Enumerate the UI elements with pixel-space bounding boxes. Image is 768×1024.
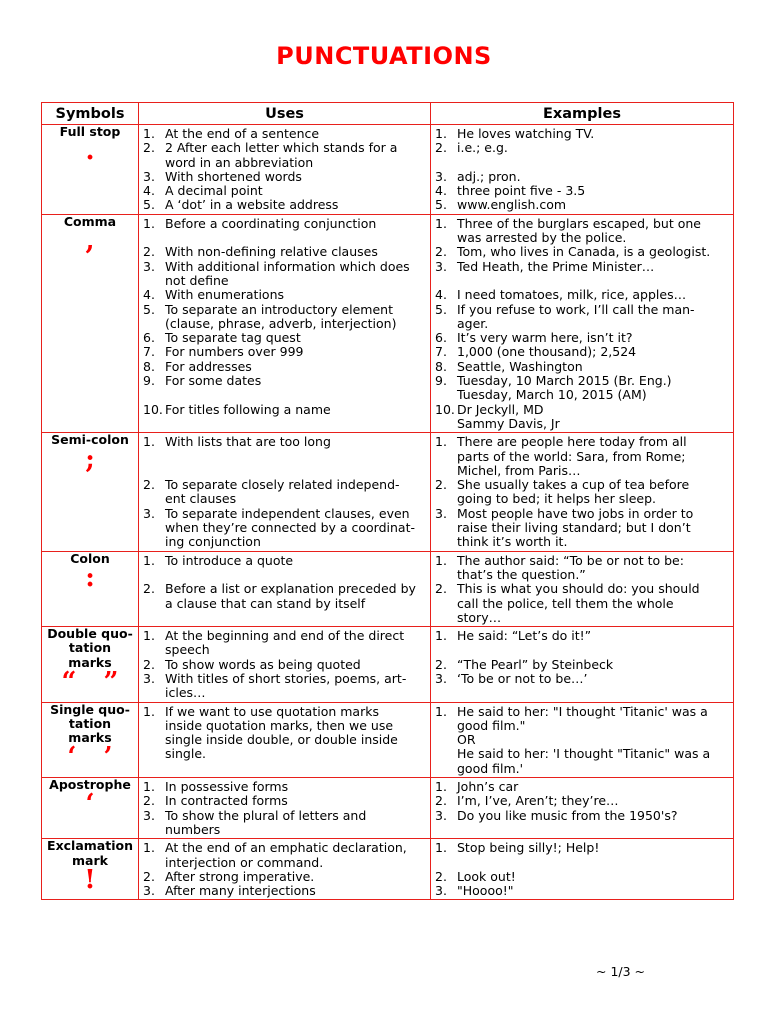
- item-number: 3.: [435, 670, 447, 686]
- item-number: 3.: [435, 807, 447, 823]
- item-number: 1.: [143, 779, 155, 795]
- uses-cell: [139, 839, 431, 900]
- item-number: 1.: [143, 840, 155, 856]
- symbol-glyph: .: [85, 136, 95, 167]
- list-item: [431, 435, 731, 478]
- list-item: [431, 127, 731, 141]
- item-text: It’s very warm here, isn’t it?: [457, 330, 633, 346]
- item-number: 8.: [143, 358, 155, 374]
- item-text: ‘To be or not to be…’: [457, 670, 588, 686]
- item-number: 9.: [143, 373, 155, 389]
- list-item: [139, 345, 428, 359]
- item-number: 1.: [143, 703, 155, 719]
- list-item: [431, 629, 731, 643]
- list-item: [139, 780, 428, 794]
- item-number: 2.: [435, 477, 447, 493]
- uses-cell: [139, 551, 431, 626]
- symbol-cell: [42, 702, 139, 777]
- table-body: [42, 125, 734, 900]
- list-item: [431, 303, 731, 332]
- item-text: For numbers over 999: [165, 344, 304, 360]
- list-item: [431, 374, 731, 403]
- table-row: [42, 551, 734, 626]
- item-number: 7.: [435, 344, 447, 360]
- item-text: adj.; pron.: [457, 168, 521, 184]
- uses-cell: [139, 125, 431, 215]
- symbol-glyph: ‘ ’: [67, 742, 113, 773]
- item-text: For addresses: [165, 358, 252, 374]
- examples-cell: [431, 433, 734, 551]
- uses-list: [139, 703, 430, 763]
- item-number: 1.: [435, 434, 447, 450]
- examples-cell: [431, 551, 734, 626]
- item-text: “The Pearl” by Steinbeck: [457, 656, 614, 672]
- item-text: Do you like music from the 1950's?: [457, 807, 678, 823]
- list-item: [139, 360, 428, 374]
- list-item: [431, 705, 731, 776]
- item-text: Tom, who lives in Canada, is a geologist.: [457, 244, 711, 260]
- table-header-row: [42, 103, 734, 125]
- list-item: [431, 170, 731, 184]
- symbol-cell: [42, 627, 139, 702]
- item-text: With shortened words: [165, 168, 302, 184]
- examples-cell: [431, 778, 734, 839]
- item-text: The author said: “To be or not to be: that’s the question.”: [457, 552, 684, 582]
- item-text: To show the plural of letters and numbers: [165, 807, 367, 837]
- item-text: With additional information which does not define: [165, 258, 410, 288]
- item-text: For titles following a name: [165, 401, 331, 417]
- item-number: 3.: [143, 883, 155, 899]
- list-item: [431, 809, 731, 823]
- punctuation-table: [41, 102, 734, 900]
- list-item: [139, 870, 428, 884]
- item-text: Three of the burglars escaped, but one was arrested by the police.: [457, 215, 701, 246]
- item-number: 1.: [435, 628, 447, 644]
- list-item: [139, 672, 428, 701]
- item-text: In possessive forms: [165, 779, 289, 795]
- symbol-glyph: :: [85, 562, 95, 593]
- item-text: Seattle, Washington: [457, 358, 583, 374]
- list-item: [139, 141, 428, 170]
- list-item: [431, 260, 731, 274]
- list-item: [431, 360, 731, 374]
- examples-cell: [431, 839, 734, 900]
- item-text: At the end of an emphatic declaration, interjection or command.: [165, 840, 407, 870]
- examples-cell: [431, 627, 734, 702]
- list-item: [139, 403, 428, 417]
- item-text: If we want to use quotation marks inside quotation marks, then we use single inside double, or double inside single.: [165, 703, 398, 762]
- item-text: He loves watching TV.: [457, 126, 595, 141]
- list-item: [431, 345, 731, 359]
- item-text: Ted Heath, the Prime Minister…: [457, 258, 655, 274]
- symbol-name: Semi-colon: [51, 432, 129, 448]
- list-item: [139, 288, 428, 302]
- item-text: For some dates: [165, 373, 262, 389]
- item-text: Before a coordinating conjunction: [165, 215, 377, 231]
- examples-list: [431, 839, 733, 899]
- item-text: "Hoooo!": [457, 883, 514, 899]
- uses-cell: [139, 214, 431, 432]
- list-item: [139, 809, 428, 838]
- list-item: [431, 794, 731, 808]
- item-number: 1.: [435, 126, 447, 141]
- symbol-name: Exclamation mark: [47, 838, 133, 868]
- symbol-glyph: !: [84, 864, 96, 895]
- list-item: [139, 170, 428, 184]
- item-text: She usually takes a cup of tea before going to bed; it helps her sleep.: [457, 477, 690, 507]
- uses-list: [139, 839, 430, 899]
- examples-list: [431, 433, 733, 550]
- item-text: I’m, I’ve, Aren’t; they’re…: [457, 793, 619, 809]
- item-number: 5.: [435, 197, 447, 213]
- item-number: 1.: [143, 215, 155, 231]
- item-number: 3.: [435, 168, 447, 184]
- table-row: [42, 125, 734, 215]
- item-number: 2.: [435, 656, 447, 672]
- list-item: [431, 884, 731, 898]
- header-symbols: Symbols: [42, 103, 139, 125]
- examples-cell: [431, 702, 734, 777]
- item-text: I need tomatoes, milk, rice, apples…: [457, 287, 687, 303]
- uses-cell: [139, 778, 431, 839]
- item-number: 3.: [143, 258, 155, 274]
- item-text: At the end of a sentence: [165, 126, 320, 141]
- item-number: 3.: [435, 505, 447, 521]
- examples-list: [431, 215, 733, 432]
- item-text: After strong imperative.: [165, 868, 315, 884]
- item-text: John’s car: [457, 779, 519, 795]
- list-item: [139, 629, 428, 658]
- symbol-cell: [42, 433, 139, 551]
- list-item: [431, 331, 731, 345]
- list-item: [139, 705, 428, 762]
- item-number: 3.: [143, 807, 155, 823]
- item-number: 10.: [143, 401, 163, 417]
- item-text: Most people have two jobs in order to raise their living standard; but I don’t think it’s worth it.: [457, 505, 694, 550]
- item-number: 1.: [435, 552, 447, 568]
- item-number: 1.: [143, 434, 155, 450]
- examples-list: [431, 778, 733, 824]
- item-number: 5.: [143, 197, 155, 213]
- item-text: With non-defining relative clauses: [165, 244, 378, 260]
- list-item: [139, 884, 428, 898]
- list-item: [431, 245, 731, 259]
- list-item: [431, 841, 731, 855]
- item-text: To show words as being quoted: [165, 656, 361, 672]
- item-text: To introduce a quote: [165, 552, 294, 568]
- item-number: 1.: [143, 126, 155, 141]
- item-text: He said: “Let’s do it!”: [457, 628, 592, 644]
- symbol-glyph: ,: [85, 226, 95, 257]
- item-number: 1.: [435, 215, 447, 231]
- item-text: In contracted forms: [165, 793, 288, 809]
- item-text: Stop being silly!; Help!: [457, 840, 600, 856]
- item-number: 2.: [435, 793, 447, 809]
- item-number: 2.: [143, 581, 155, 597]
- symbol-cell: [42, 839, 139, 900]
- table-row: [42, 839, 734, 900]
- list-item: [431, 141, 731, 155]
- item-text: To separate closely related independ- ent clauses: [165, 477, 400, 507]
- header-uses: Uses: [139, 103, 431, 125]
- uses-cell: [139, 627, 431, 702]
- item-number: 2.: [435, 140, 447, 156]
- symbol-cell: [42, 214, 139, 432]
- list-item: [431, 870, 731, 884]
- item-text: He said to her: "I thought 'Titanic' was a good film." OR He said to her: 'I thought "Titanic" was a good film.': [457, 703, 711, 776]
- list-item: [431, 288, 731, 302]
- list-item: [139, 582, 428, 611]
- uses-list: [139, 627, 430, 701]
- item-number: 5.: [435, 301, 447, 317]
- list-item: [139, 260, 428, 289]
- item-number: 1.: [143, 552, 155, 568]
- item-text: To separate independent clauses, even when they’re connected by a coordinat- ing conjunction: [165, 505, 415, 550]
- examples-list: [431, 627, 733, 687]
- item-number: 2.: [143, 793, 155, 809]
- examples-cell: [431, 214, 734, 432]
- list-item: [139, 658, 428, 672]
- item-text: Tuesday, 10 March 2015 (Br. Eng.) Tuesday, March 10, 2015 (AM): [457, 373, 672, 403]
- item-number: 4.: [435, 183, 447, 199]
- item-number: 2.: [143, 656, 155, 672]
- list-item: [139, 841, 428, 870]
- item-number: 2.: [143, 868, 155, 884]
- list-item: [139, 374, 428, 388]
- uses-list: [139, 552, 430, 612]
- list-item: [139, 331, 428, 345]
- item-number: 6.: [435, 330, 447, 346]
- item-number: 3.: [143, 670, 155, 686]
- table-row: [42, 214, 734, 432]
- list-item: [431, 780, 731, 794]
- page-title: PUNCTUATIONS: [276, 42, 492, 70]
- item-number: 2.: [435, 868, 447, 884]
- symbol-name: Comma: [63, 213, 117, 229]
- table-row: [42, 702, 734, 777]
- item-number: 1.: [435, 779, 447, 795]
- item-text: www.english.com: [457, 197, 567, 213]
- list-item: [431, 184, 731, 198]
- table-row: [42, 627, 734, 702]
- list-item: [431, 554, 731, 583]
- item-text: 2 After each letter which stands for a word in an abbreviation: [165, 140, 398, 170]
- item-number: 6.: [143, 330, 155, 346]
- item-number: 10.: [435, 401, 455, 417]
- item-text: 1,000 (one thousand); 2,524: [457, 344, 637, 360]
- list-item: [431, 478, 731, 507]
- symbol-glyph: “ ”: [61, 666, 119, 697]
- item-number: 3.: [435, 258, 447, 274]
- item-number: 8.: [435, 358, 447, 374]
- item-text: With enumerations: [165, 287, 285, 303]
- item-number: 9.: [435, 373, 447, 389]
- list-item: [431, 507, 731, 550]
- page-number: ~ 1/3 ~: [596, 964, 646, 979]
- item-number: 5.: [143, 301, 155, 317]
- item-text: There are people here today from all parts of the world: Sara, from Rome; Michel, from Paris…: [457, 434, 687, 478]
- list-item: [139, 184, 428, 198]
- item-number: 2.: [143, 244, 155, 260]
- symbol-name: Full stop: [59, 124, 121, 139]
- uses-cell: [139, 433, 431, 551]
- item-number: 1.: [435, 703, 447, 719]
- item-text: If you refuse to work, I’ll call the man- ager.: [457, 301, 695, 331]
- item-number: 7.: [143, 344, 155, 360]
- symbol-name: Double quo- tation marks: [47, 626, 133, 670]
- list-item: [139, 127, 428, 141]
- symbol-name: Colon: [70, 550, 110, 566]
- list-item: [139, 478, 428, 507]
- examples-list: [431, 552, 733, 626]
- list-item: [431, 582, 731, 625]
- item-number: 2.: [143, 140, 155, 156]
- list-item: [431, 217, 731, 246]
- list-item: [139, 303, 428, 332]
- item-text: With titles of short stories, poems, art- icles…: [165, 670, 407, 701]
- item-number: 2.: [435, 581, 447, 597]
- item-number: 4.: [435, 287, 447, 303]
- item-text: Dr Jeckyll, MD Sammy Davis, Jr: [457, 401, 560, 431]
- item-number: 3.: [435, 883, 447, 899]
- list-item: [139, 794, 428, 808]
- list-item: [139, 245, 428, 259]
- item-text: This is what you should do: you should call the police, tell them the whole story…: [457, 581, 700, 625]
- item-number: 1.: [143, 628, 155, 644]
- header-examples: Examples: [431, 103, 734, 125]
- item-text: A decimal point: [165, 183, 263, 199]
- item-text: Before a list or explanation preceded by a clause that can stand by itself: [165, 581, 416, 611]
- list-item: [431, 658, 731, 672]
- symbol-cell: [42, 551, 139, 626]
- uses-list: [139, 215, 430, 418]
- list-item: [431, 198, 731, 212]
- list-item: [139, 507, 428, 550]
- item-number: 3.: [143, 505, 155, 521]
- item-text: At the beginning and end of the direct speech: [165, 628, 405, 658]
- list-item: [431, 403, 731, 432]
- uses-list: [139, 778, 430, 838]
- symbol-cell: [42, 778, 139, 839]
- item-text: After many interjections: [165, 883, 316, 899]
- symbol-glyph: ‘: [85, 789, 95, 820]
- item-text: Look out!: [457, 868, 516, 884]
- item-number: 1.: [435, 840, 447, 856]
- uses-cell: [139, 702, 431, 777]
- table-row: [42, 433, 734, 551]
- item-text: three point five - 3.5: [457, 183, 586, 199]
- item-text: To separate an introductory element (clause, phrase, adverb, interjection): [165, 301, 397, 331]
- symbol-name: Apostrophe: [49, 777, 131, 793]
- list-item: [139, 554, 428, 568]
- item-text: With lists that are too long: [165, 434, 331, 450]
- item-number: 4.: [143, 183, 155, 199]
- item-text: A ‘dot’ in a website address: [165, 197, 339, 213]
- item-text: i.e.; e.g.: [457, 140, 508, 156]
- uses-list: [139, 433, 430, 550]
- uses-list: [139, 125, 430, 214]
- list-item: [139, 198, 428, 212]
- item-number: 2.: [435, 244, 447, 260]
- symbol-glyph: ;: [85, 444, 95, 475]
- item-number: 4.: [143, 287, 155, 303]
- list-item: [139, 217, 428, 231]
- item-number: 2.: [143, 477, 155, 493]
- item-text: To separate tag quest: [165, 330, 301, 346]
- item-number: 3.: [143, 168, 155, 184]
- table-row: [42, 778, 734, 839]
- examples-list: [431, 703, 733, 777]
- symbol-cell: [42, 125, 139, 215]
- symbol-name: Single quo- tation marks: [50, 701, 130, 746]
- list-item: [139, 435, 428, 449]
- list-item: [431, 672, 731, 686]
- examples-list: [431, 125, 733, 214]
- examples-cell: [431, 125, 734, 215]
